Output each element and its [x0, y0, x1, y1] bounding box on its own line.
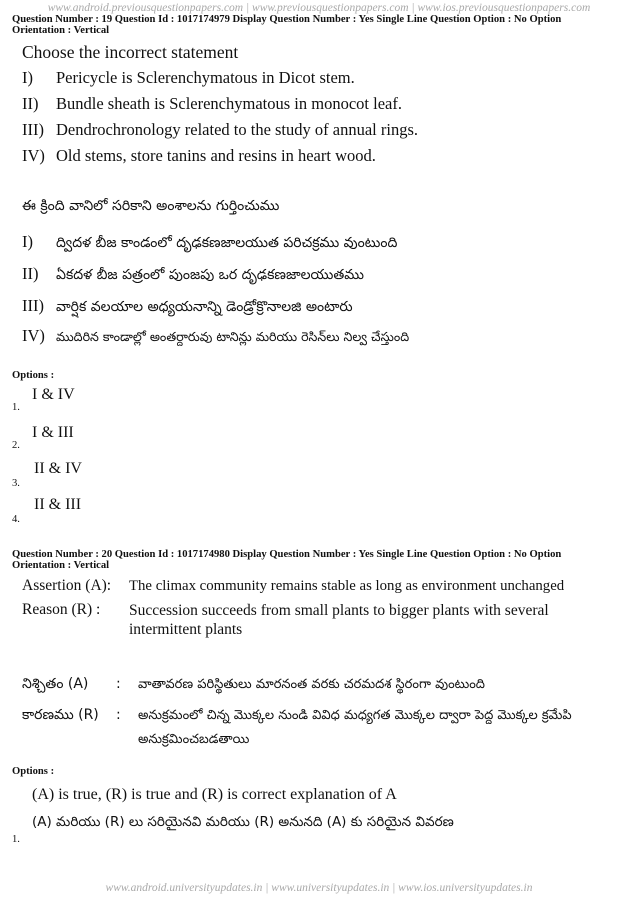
statement-number: III): [22, 120, 44, 139]
colon: :: [116, 676, 121, 692]
statement-te-1: [22, 232, 397, 254]
question-meta-line: Question Number : 19 Question Id : 1017174979 Display Question Number : Yes Single Line Question Option : No Option: [12, 14, 562, 25]
reason-text-te: అనుక్రమంలో చిన్న మొక్కల నుండి వివిధ మధ్యగత మొక్కల ద్వారా పెద్ద మొక్కల క్రమేపి అనుక్రమించబడతాయి: [138, 708, 572, 747]
statement-number: IV): [22, 326, 45, 345]
option-4-number: 4.: [12, 514, 20, 525]
statement-number: III): [22, 296, 44, 315]
question-20-meta: [12, 549, 612, 571]
question-19-title-en: Choose the incorrect statement: [22, 42, 239, 62]
colon: :: [116, 707, 121, 723]
statement-text: Bundle sheath is Sclerenchymatous in monocot leaf.: [56, 94, 402, 113]
statement-te-4: [22, 326, 409, 348]
statement-number: II): [22, 94, 39, 113]
statement-text: ఏకదళ బీజ పత్రంలో పుంజపు ఒర దృఢకణజాలయుతము: [56, 267, 364, 283]
options-label: Options :: [12, 370, 55, 381]
option-1-text-en[interactable]: (A) is true, (R) is true and (R) is correct explanation of A: [32, 786, 397, 803]
assertion-text-te: వాతావరణ పరిస్థితులు మారనంత వరకు చరమదశ స్థిరంగా వుంటుంది: [138, 677, 485, 692]
statement-te-3: [22, 296, 353, 318]
option-1-number: 1.: [12, 834, 20, 845]
options-label: Options :: [12, 766, 55, 777]
question-meta-line: Orientation : Vertical: [12, 25, 110, 36]
statement-en-3: [22, 120, 418, 140]
question-meta-line: Orientation : Vertical: [12, 560, 110, 571]
reason-label: Reason (R) :: [22, 601, 101, 618]
statement-text: వార్షిక వలయాల అధ్యయనాన్ని డెండ్రోక్రొనాలజి అంటారు: [56, 299, 353, 315]
statement-text: Dendrochronology related to the study of annual rings.: [56, 120, 418, 139]
statement-text: ద్విదళ బీజ కాండంలో దృఢకణజాలయుత పరిచక్రము వుంటుంది: [56, 235, 398, 251]
assertion-text: The climax community remains stable as long as environment unchanged: [129, 578, 565, 594]
assertion-label: Assertion (A):: [22, 577, 112, 594]
statement-text: Old stems, store tanins and resins in heart wood.: [56, 146, 376, 165]
statement-number: IV): [22, 146, 45, 165]
statement-number: II): [22, 264, 39, 283]
statement-en-4: [22, 146, 376, 166]
statement-text: ముదిరిన కాండాల్లో అంతర్దారువు టానిన్లు మరియు రెసిన్‌లు నిల్వ చేస్తుంది: [56, 329, 410, 344]
watermark-top: www.android.previousquestionpapers.com | www.previousquestionpapers.com | www.ios.previousquestionpapers.com: [47, 2, 591, 14]
reason-text: Succession succeeds from small plants to bigger plants with several intermittent plants: [129, 602, 549, 638]
statement-text: Pericycle is Sclerenchymatous in Dicot stem.: [56, 68, 355, 87]
question-19-title-te: ఈ క్రింది వానిలో సరికాని అంశాలను గుర్తించుము: [22, 198, 280, 214]
reason-label-te: కారణము (R): [22, 707, 99, 723]
statement-en-1: [22, 68, 355, 88]
statement-number: I): [22, 68, 33, 87]
option-3-text[interactable]: II & IV: [34, 460, 82, 477]
option-3-number: 3.: [12, 478, 20, 489]
statement-number: I): [22, 232, 33, 251]
question-19-meta: [12, 14, 612, 36]
assertion-label-te: నిశ్చితం (A): [22, 676, 89, 692]
statement-te-2: [22, 264, 364, 286]
option-2-text[interactable]: I & III: [32, 424, 74, 441]
option-2-number: 2.: [12, 440, 20, 451]
question-meta-line: Question Number : 20 Question Id : 1017174980 Display Question Number : Yes Single Line Question Option : No Option: [12, 549, 562, 560]
option-1-text-te[interactable]: (A) మరియు (R) లు సరియైనవి మరియు (R) అనునది (A) కు సరియైన వివరణ: [32, 814, 454, 830]
option-1-text[interactable]: I & IV: [32, 386, 75, 403]
statement-en-2: [22, 94, 402, 114]
option-4-text[interactable]: II & III: [34, 496, 82, 513]
watermark-bottom: www.android.universityupdates.in | www.universityupdates.in | www.ios.universityupdates.in: [105, 882, 533, 894]
option-1-number: 1.: [12, 402, 20, 413]
